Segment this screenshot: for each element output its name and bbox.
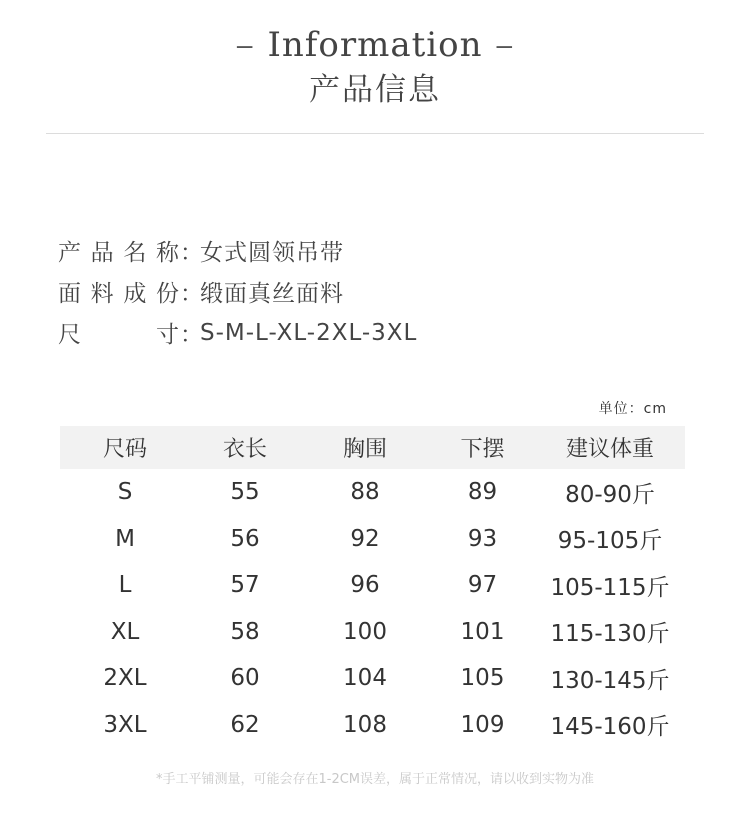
table-cell: 58 (230, 618, 260, 645)
table-header-row (60, 426, 685, 469)
info-label (58, 275, 180, 308)
table-row (60, 655, 685, 702)
size-table (60, 426, 685, 748)
table-cell: 109 (460, 711, 505, 738)
header-chinese-title: 产品信息 (309, 72, 441, 108)
table-cell: 130-145斤 (550, 667, 670, 694)
unit-label: 单位：cm (598, 401, 667, 417)
table-cell: 2XL (103, 665, 147, 692)
table-cell: 108 (343, 711, 387, 738)
header-cell-hem: 下摆 (460, 437, 505, 462)
section-header (0, 24, 750, 110)
label-char: 产 (58, 240, 82, 266)
label-char: 寸 (156, 322, 180, 348)
label-char: 份 (155, 281, 180, 307)
table-row (60, 562, 685, 609)
label-char: 名 (123, 240, 148, 266)
table-row (60, 469, 685, 516)
title-en-text: Information (267, 25, 483, 65)
table-cell: 105 (460, 665, 505, 692)
table-row (60, 516, 685, 563)
measurement-note: *手工平铺测量，可能会存在1-2CM误差，属于正常情况，请以收到实物为准 (155, 772, 595, 787)
table-cell: 93 (467, 525, 498, 552)
header-english-title (0, 24, 750, 66)
header-cell-size: 尺码 (102, 437, 147, 462)
header-cell-length: 衣长 (222, 437, 267, 462)
label-char: 料 (90, 281, 115, 307)
table-cell: 88 (350, 479, 380, 506)
label-char: 尺 (58, 322, 82, 348)
info-colon: ： (180, 240, 203, 266)
table-cell: 92 (350, 525, 380, 552)
product-info (58, 230, 417, 353)
table-cell: L (118, 572, 132, 599)
table-cell: 80-90斤 (565, 481, 655, 508)
label-char: 品 (90, 240, 115, 266)
table-cell: 101 (460, 618, 505, 645)
table-cell: 3XL (103, 711, 147, 738)
table-cell: 60 (230, 665, 260, 692)
table-cell: 89 (467, 479, 498, 506)
table-cell: 96 (350, 572, 380, 599)
table-cell: 145-160斤 (550, 714, 670, 741)
label-char: 成 (123, 281, 148, 307)
info-value: S-M-L-XL-2XL-3XL (200, 319, 418, 346)
info-label (58, 316, 180, 349)
info-colon: ： (180, 322, 203, 348)
table-cell: 62 (230, 711, 260, 738)
header-cell-weight: 建议体重 (565, 437, 654, 462)
info-value: 女式圆领吊带 (200, 240, 344, 266)
table-cell: 105-115斤 (550, 574, 670, 601)
table-cell: XL (110, 618, 140, 645)
header-divider (46, 133, 704, 134)
table-cell: 104 (343, 665, 387, 692)
table-cell: M (115, 525, 135, 552)
info-value: 缎面真丝面料 (200, 281, 344, 307)
label-char: 面 (58, 281, 82, 307)
table-row (60, 609, 685, 656)
info-row-material (58, 271, 417, 312)
table-cell: 95-105斤 (557, 528, 663, 555)
table-cell: 55 (230, 479, 260, 506)
table-row (60, 702, 685, 749)
table-cell: 57 (230, 572, 260, 599)
table-cell: S (117, 479, 133, 506)
info-colon: ： (180, 281, 203, 307)
table-cell: 56 (230, 525, 260, 552)
table-cell: 115-130斤 (550, 621, 670, 648)
header-cell-bust: 胸围 (342, 437, 387, 462)
label-char: 称 (155, 240, 180, 266)
table-cell: 100 (343, 618, 387, 645)
info-row-product-name (58, 230, 417, 271)
title-dash-left: – (236, 29, 254, 60)
info-row-size (58, 312, 417, 353)
info-label (58, 234, 180, 267)
title-dash-right: – (496, 29, 514, 60)
table-cell: 97 (467, 572, 498, 599)
